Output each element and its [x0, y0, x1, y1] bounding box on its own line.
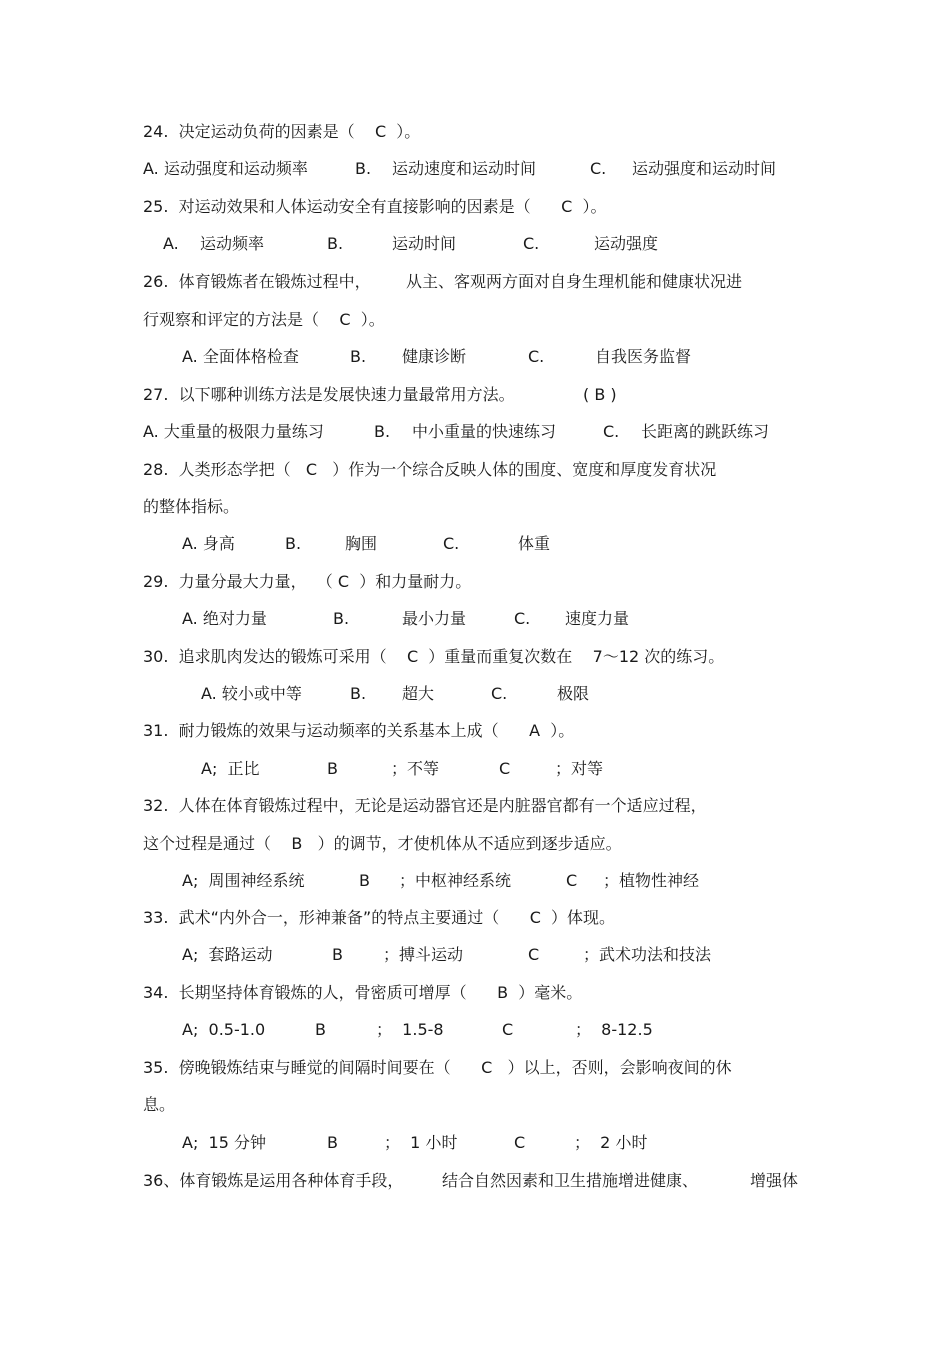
text-segment: A.	[163, 234, 179, 253]
text-segment: ；搏斗运动	[383, 945, 464, 964]
text-segment: 中小重量的快速练习	[412, 422, 557, 441]
text-segment: C	[528, 945, 540, 964]
text-segment: 30. 追求肌肉发达的锻炼可采用（ C ）重量而重复次数在 7～12 次的练习。	[143, 647, 725, 666]
text-segment: B	[327, 759, 338, 778]
text-segment: B	[327, 1133, 338, 1152]
text-segment: 健康诊断	[402, 347, 467, 366]
text-segment: ； 2 小时	[574, 1133, 648, 1152]
text-segment: ；中枢神经系统	[399, 871, 512, 890]
text-segment: B.	[327, 234, 344, 253]
text-segment: ； 8-12.5	[575, 1020, 653, 1039]
text-segment: 体重	[518, 534, 551, 553]
text-segment: ；对等	[555, 759, 604, 778]
text-segment: 32. 人体在体育锻炼过程中，无论是运动器官还是内脏器官都有一个适应过程，	[143, 796, 707, 815]
text-segment: B	[359, 871, 370, 890]
text-segment: 这个过程是通过（ B ）的调节，才使机体从不适应到逐步适应。	[143, 834, 622, 853]
text-segment: C	[499, 759, 511, 778]
text-segment: A. 身高	[182, 534, 235, 553]
text-segment: C	[514, 1133, 526, 1152]
text-segment: 从主、客观两方面对自身生理机能和健康状况进	[406, 272, 743, 291]
text-segment: C.	[603, 422, 620, 441]
text-segment: 运动频率	[200, 234, 265, 253]
text-segment: A. 绝对力量	[182, 609, 267, 628]
text-segment: B.	[350, 347, 367, 366]
text-segment: C.	[528, 347, 545, 366]
text-segment: ；不等	[391, 759, 440, 778]
text-segment: 运动速度和运动时间	[392, 159, 537, 178]
text-segment: B	[332, 945, 343, 964]
text-segment: 31. 耐力锻炼的效果与运动频率的关系基本上成（ A ）。	[143, 721, 575, 740]
text-segment: 增强体	[750, 1171, 799, 1190]
text-segment: C	[502, 1020, 514, 1039]
text-segment: A; 15 分钟	[182, 1133, 266, 1152]
text-segment: B	[315, 1020, 326, 1039]
text-segment: C.	[443, 534, 460, 553]
text-segment: 的整体指标。	[143, 497, 240, 516]
text-segment: C.	[491, 684, 508, 703]
text-segment: B.	[285, 534, 302, 553]
text-segment: 极限	[557, 684, 590, 703]
text-segment: 24. 决定运动负荷的因素是（ C ）。	[143, 122, 421, 141]
text-segment: 结合自然因素和卫生措施增进健康、	[442, 1171, 699, 1190]
text-segment: ； 1.5-8	[376, 1020, 444, 1039]
text-segment: 34. 长期坚持体育锻炼的人，骨密质可增厚（ B ）毫米。	[143, 983, 583, 1002]
text-segment: A; 周围神经系统	[182, 871, 305, 890]
text-segment: B.	[333, 609, 350, 628]
text-segment: 27. 以下哪种训练方法是发展快速力量最常用方法。	[143, 385, 515, 404]
text-segment: 36、体育锻炼是运用各种体育手段，	[143, 1171, 404, 1190]
text-segment: C.	[514, 609, 531, 628]
text-segment: 速度力量	[565, 609, 630, 628]
text-segment: 行观察和评定的方法是（ C ）。	[143, 310, 385, 329]
text-segment: C.	[590, 159, 607, 178]
text-segment: A. 全面体格检查	[182, 347, 299, 366]
text-segment: A. 运动强度和运动频率	[143, 159, 308, 178]
text-segment: B.	[350, 684, 367, 703]
text-segment: B.	[374, 422, 391, 441]
text-segment: 29. 力量分最大力量， （ C ）和力量耐力。	[143, 572, 472, 591]
text-segment: A; 正比	[201, 759, 260, 778]
text-segment: 26. 体育锻炼者在锻炼过程中，	[143, 272, 371, 291]
text-segment: A. 较小或中等	[201, 684, 302, 703]
text-segment: 超大	[402, 684, 435, 703]
text-segment: ；植物性神经	[603, 871, 700, 890]
text-segment: 33. 武术“内外合一，形神兼备”的特点主要通过（ C ）体现。	[143, 908, 616, 927]
text-segment: 25. 对运动效果和人体运动安全有直接影响的因素是（ C ）。	[143, 197, 607, 216]
text-segment: 息。	[143, 1095, 176, 1114]
text-segment: 自我医务监督	[595, 347, 692, 366]
text-segment: ； 1 小时	[384, 1133, 458, 1152]
text-segment: 长距离的跳跃练习	[641, 422, 770, 441]
text-segment: C.	[523, 234, 540, 253]
text-segment: 35. 傍晚锻炼结束与睡觉的间隔时间要在（ C ）以上，否则，会影响夜间的休	[143, 1058, 732, 1077]
text-segment: ( B )	[583, 385, 617, 404]
text-segment: 28. 人类形态学把（ C ）作为一个综合反映人体的围度、宽度和厚度发育状况	[143, 460, 717, 479]
text-segment: B.	[355, 159, 372, 178]
text-segment: A. 大重量的极限力量练习	[143, 422, 324, 441]
text-segment: A; 0.5-1.0	[182, 1020, 266, 1039]
text-segment: 运动强度和运动时间	[632, 159, 777, 178]
text-segment: 运动强度	[594, 234, 659, 253]
text-segment: ；武术功法和技法	[583, 945, 712, 964]
text-segment: 运动时间	[392, 234, 457, 253]
text-segment: C	[566, 871, 578, 890]
text-segment: A; 套路运动	[182, 945, 273, 964]
text-segment: 最小力量	[402, 609, 467, 628]
text-segment: 胸围	[345, 534, 378, 553]
